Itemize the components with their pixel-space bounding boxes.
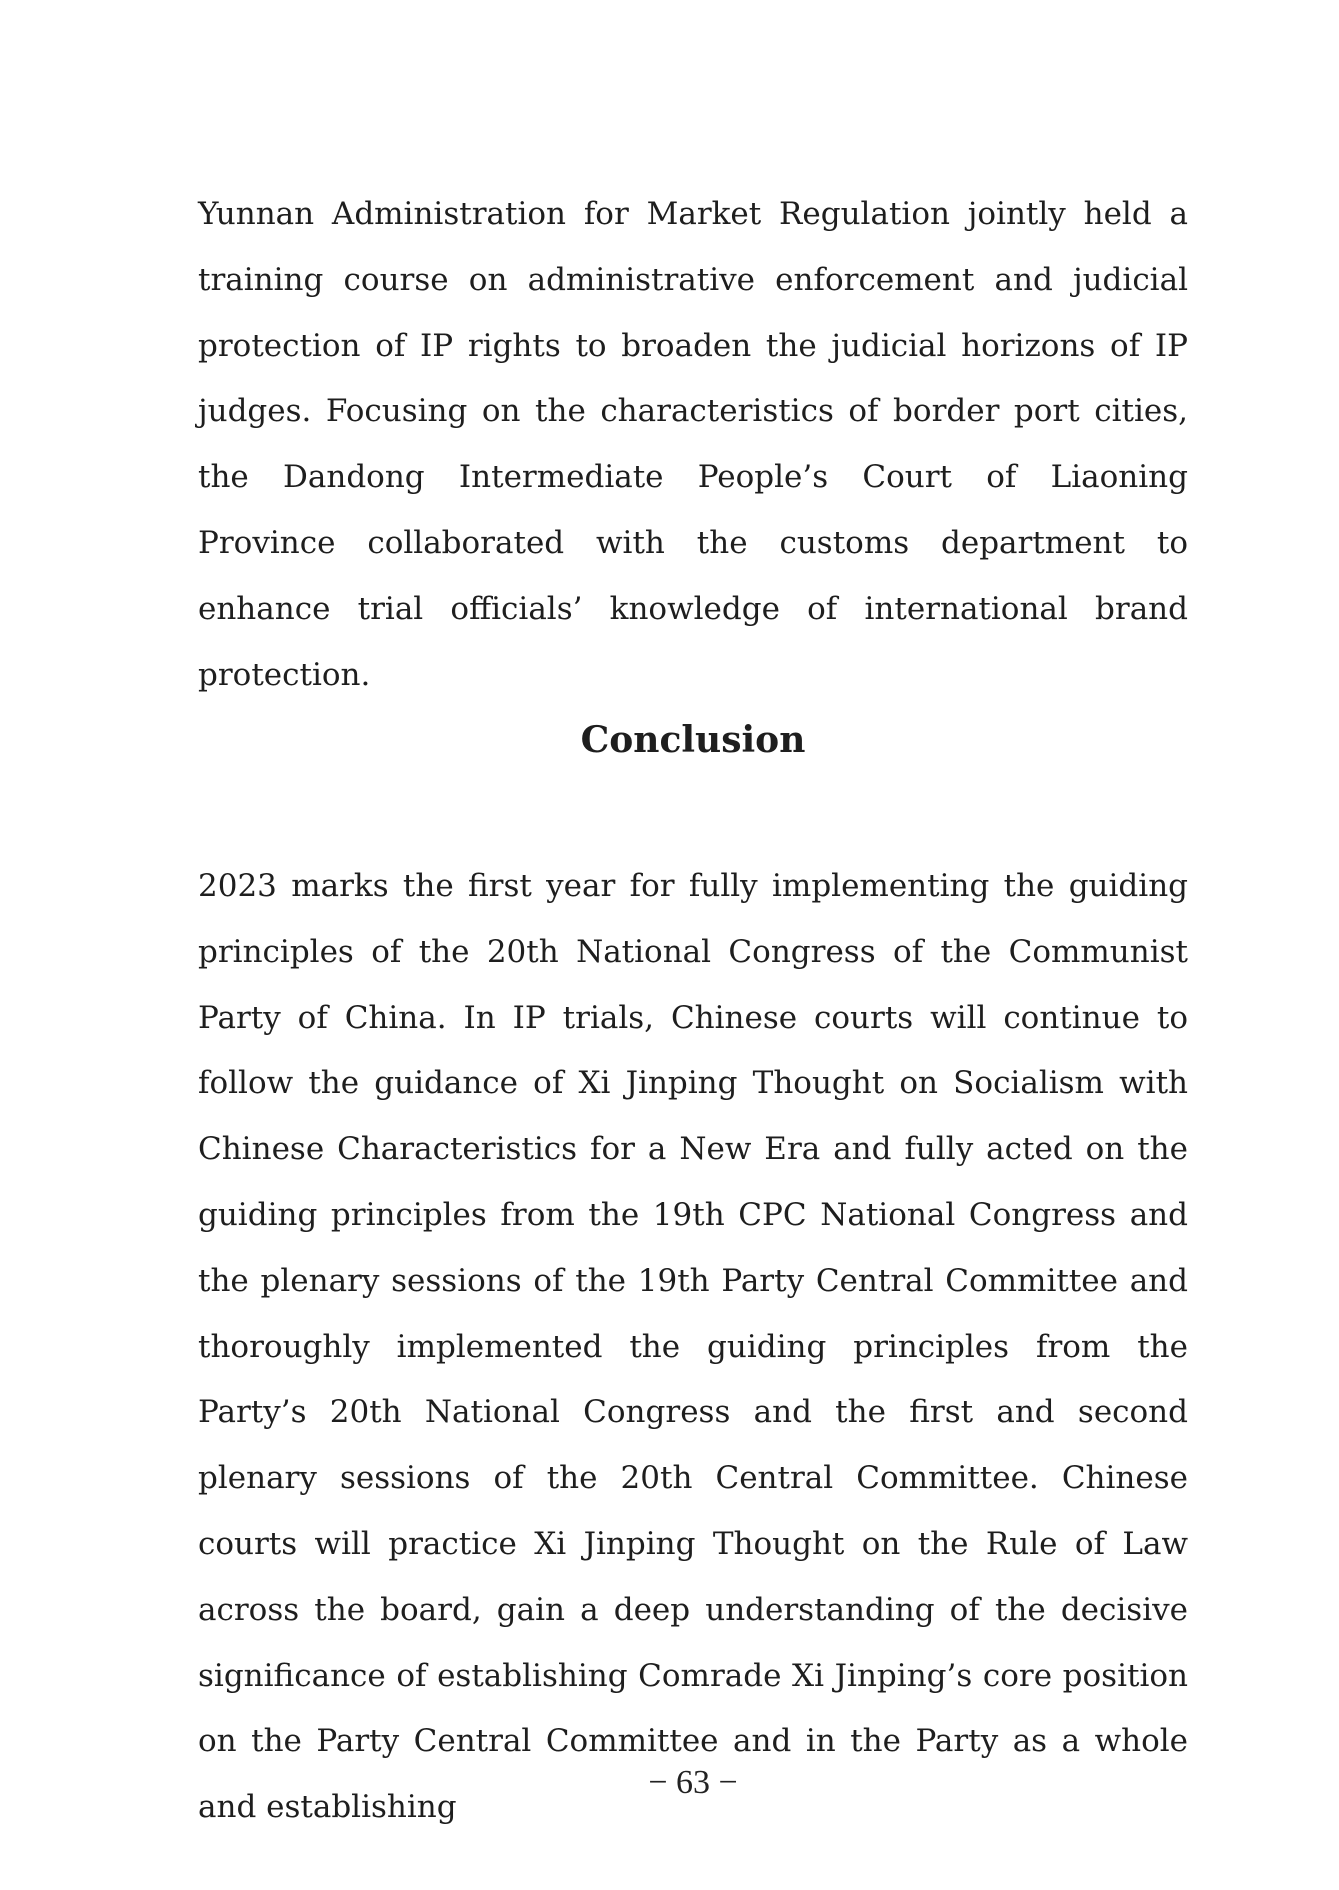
body-paragraph: Yunnan Administration for Market Regulation jointly held a training course on administrative enforcement and judicial protection of IP rights to broaden the judicial horizons of IP judges. Focusing on the characteristics of border port cities, the Dandong Intermediate People’s Court of Liaoning Province collaborated with the customs department to enhance trial officials’ knowledge of international brand protection. (198, 196, 1188, 693)
body-paragraph: 2023 marks the first year for fully implementing the guiding principles of the 20th National Congress of the Communist Party of China. In IP trials, Chinese courts will continue to follow the guidance of Xi Jinping Thought on Socialism with Chinese Characteristics for a New Era and fully acted on the guiding principles from the 19th CPC National Congress and the plenary sessions of the 19th Party Central Committee and thoroughly implemented the guiding principles from the Party’s 20th National Congress and the first and second plenary sessions of the 20th Central Committee. Chinese courts will practice Xi Jinping Thought on the Rule of Law across the board, gain a deep understanding of the decisive significance of establishing Comrade Xi Jinping’s core position on the Party Central Committee and in the Party as a whole and establishing (198, 868, 1188, 1826)
section-heading: Conclusion (580, 719, 806, 761)
document-page (198, 0, 1188, 1890)
page-number: − 63 − (648, 1764, 738, 1801)
